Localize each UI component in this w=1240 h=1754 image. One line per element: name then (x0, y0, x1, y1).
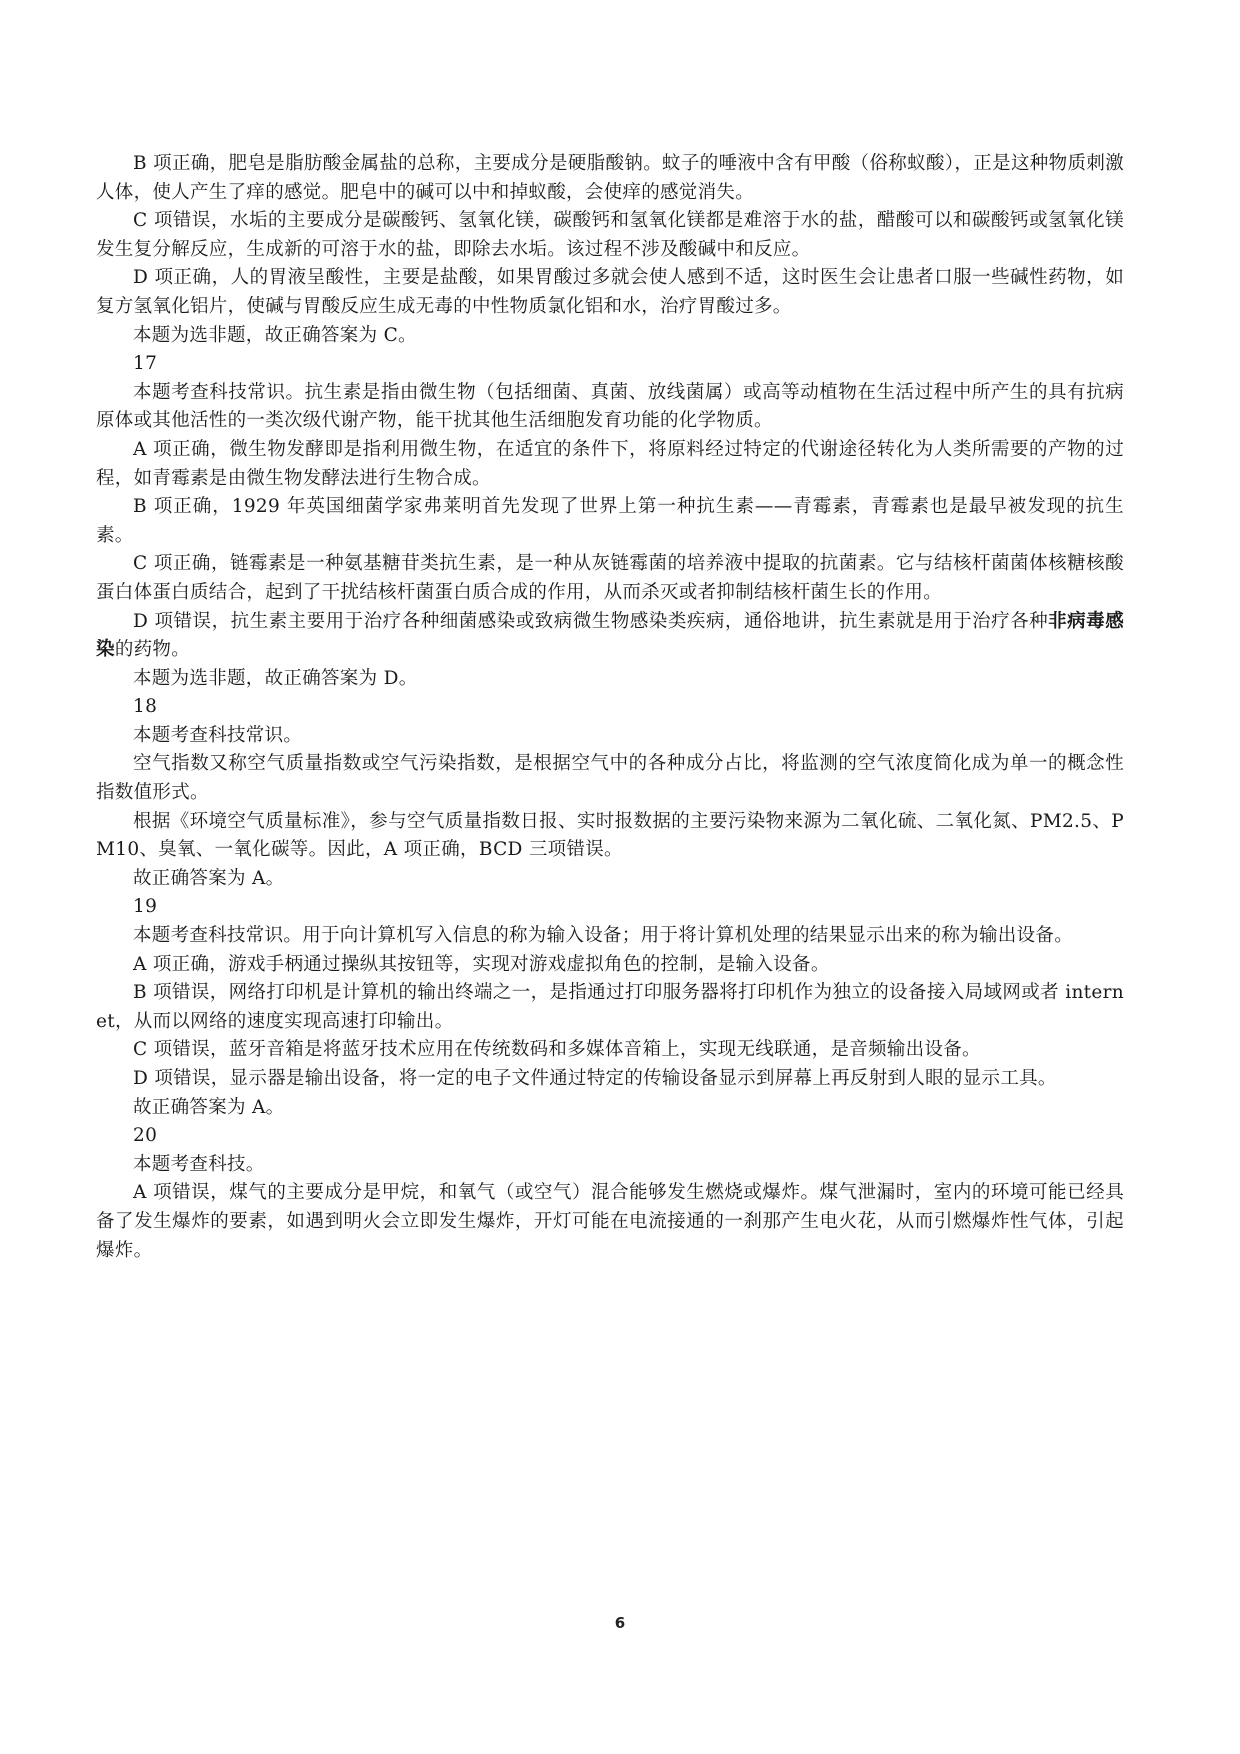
paragraph-18-standard: 根据《环境空气质量标准》，参与空气质量指数日报、实时报数据的主要污染物来源为二氧化硫、二氧化氮、PM2.5、PM10、臭氧、一氧化碳等。因此，A 项正确，BCD 三项错误。 (96, 810, 1124, 861)
answer-19: 故正确答案为 A。 (133, 1096, 285, 1118)
paragraph-17-option-a: A 项正确，微生物发酵即是指利用微生物，在适宜的条件下，将原料经过特定的代谢途径转化为人类所需要的产物的过程，如青霉素是由微生物发酵法进行生物合成。 (96, 438, 1124, 489)
paragraph-17-intro: 本题考查科技常识。抗生素是指由微生物（包括细菌、真菌、放线菌属）或高等动植物在生活过程中所产生的具有抗病原体或其他活性的一类次级代谢产物，能干扰其他生活细胞发育功能的化学物质。 (96, 381, 1124, 432)
paragraph-17-option-b: B 项正确，1929 年英国细菌学家弗莱明首先发现了世界上第一种抗生素——青霉素，青霉素也是最早被发现的抗生素。 (96, 496, 1124, 546)
answer-17: 本题为选非题，故正确答案为 D。 (133, 667, 418, 689)
text-segment: D 项错误，抗生素主要用于治疗各种细菌感染或致病微生物感染类疾病，通俗地讲，抗生素就是用于治疗各种 (133, 610, 1049, 632)
paragraph-option-c-scale: C 项错误，水垢的主要成分是碳酸钙、氢氧化镁，碳酸钙和氢氧化镁都是难溶于水的盐，醋酸可以和碳酸钙或氢氧化镁发生复分解反应，生成新的可溶于水的盐，即除去水垢。该过程不涉及酸碱中和反应。 (96, 210, 1124, 260)
paragraph-17-option-d (96, 608, 1124, 665)
paragraph-19-option-c: C 项错误，蓝牙音箱是将蓝牙技术应用在传统数码和多媒体音箱上，实现无线联通，是音频输出设备。 (133, 1039, 981, 1061)
paragraph-20-intro: 本题考查科技。 (133, 1153, 265, 1175)
answer-18: 故正确答案为 A。 (133, 867, 285, 889)
paragraph-option-b-soap: B 项正确，肥皂是脂肪酸金属盐的总称，主要成分是硬脂酸钠。蚊子的唾液中含有甲酸（俗称蚁酸），正是这种物质刺激人体，使人产生了痒的感觉。肥皂中的碱可以中和掉蚁酸，会使痒的感觉消失。 (96, 153, 1124, 203)
question-number-18: 18 (133, 696, 158, 718)
paragraph-option-d-stomach: D 项正确，人的胃液呈酸性，主要是盐酸，如果胃酸过多就会使人感到不适，这时医生会让患者口服一些碱性药物，如复方氢氧化铝片，使碱与胃酸反应生成无毒的中性物质氯化铝和水，治疗胃酸过多。 (96, 267, 1124, 317)
question-number-20: 20 (133, 1125, 158, 1147)
text-segment: 的药物。 (114, 639, 191, 661)
paragraph-19-option-d: D 项错误，显示器是输出设备，将一定的电子文件通过特定的传输设备显示到屏幕上再反射到人眼的显示工具。 (133, 1068, 1057, 1089)
paragraph-19-option-b: B 项错误，网络打印机是计算机的输出终端之一，是指通过打印服务器将打印机作为独立的设备接入局域网或者 internet，从而以网络的速度实现高速打印输出。 (96, 982, 1124, 1032)
question-number-19: 19 (133, 896, 158, 918)
page-number: 6 (614, 1614, 626, 1632)
paragraph-18-definition: 空气指数又称空气质量指数或空气污染指数，是根据空气中的各种成分占比，将监测的空气浓度简化成为单一的概念性指数值形式。 (96, 753, 1124, 804)
paragraph-19-intro: 本题考查科技常识。用于向计算机写入信息的称为输入设备；用于将计算机处理的结果显示出来的称为输出设备。 (133, 925, 1074, 947)
question-number-17: 17 (133, 353, 158, 375)
paragraph-20-option-a: A 项错误，煤气的主要成分是甲烷，和氧气（或空气）混合能够发生燃烧或爆炸。煤气泄漏时，室内的环境可能已经具备了发生爆炸的要素，如遇到明火会立即发生爆炸，开灯可能在电流接通的一刹那产生电火花，从而引燃爆炸性气体，引起爆炸。 (96, 1182, 1124, 1261)
page-content (96, 150, 1124, 1265)
paragraph-17-option-c: C 项正确，链霉素是一种氨基糖苷类抗生素，是一种从灰链霉菌的培养液中提取的抗菌素。它与结核杆菌菌体核糖核酸蛋白体蛋白质结合，起到了干扰结核杆菌蛋白质合成的作用，从而杀灭或者抑制结核杆菌生长的作用。 (96, 553, 1124, 603)
paragraph-18-intro: 本题考查科技常识。 (133, 724, 303, 746)
bold-emphasis: 非病毒感染 (96, 610, 1124, 661)
answer-16: 本题为选非题，故正确答案为 C。 (133, 324, 417, 346)
paragraph-19-option-a: A 项正确，游戏手柄通过操纵其按钮等，实现对游戏虚拟角色的控制，是输入设备。 (133, 953, 830, 975)
